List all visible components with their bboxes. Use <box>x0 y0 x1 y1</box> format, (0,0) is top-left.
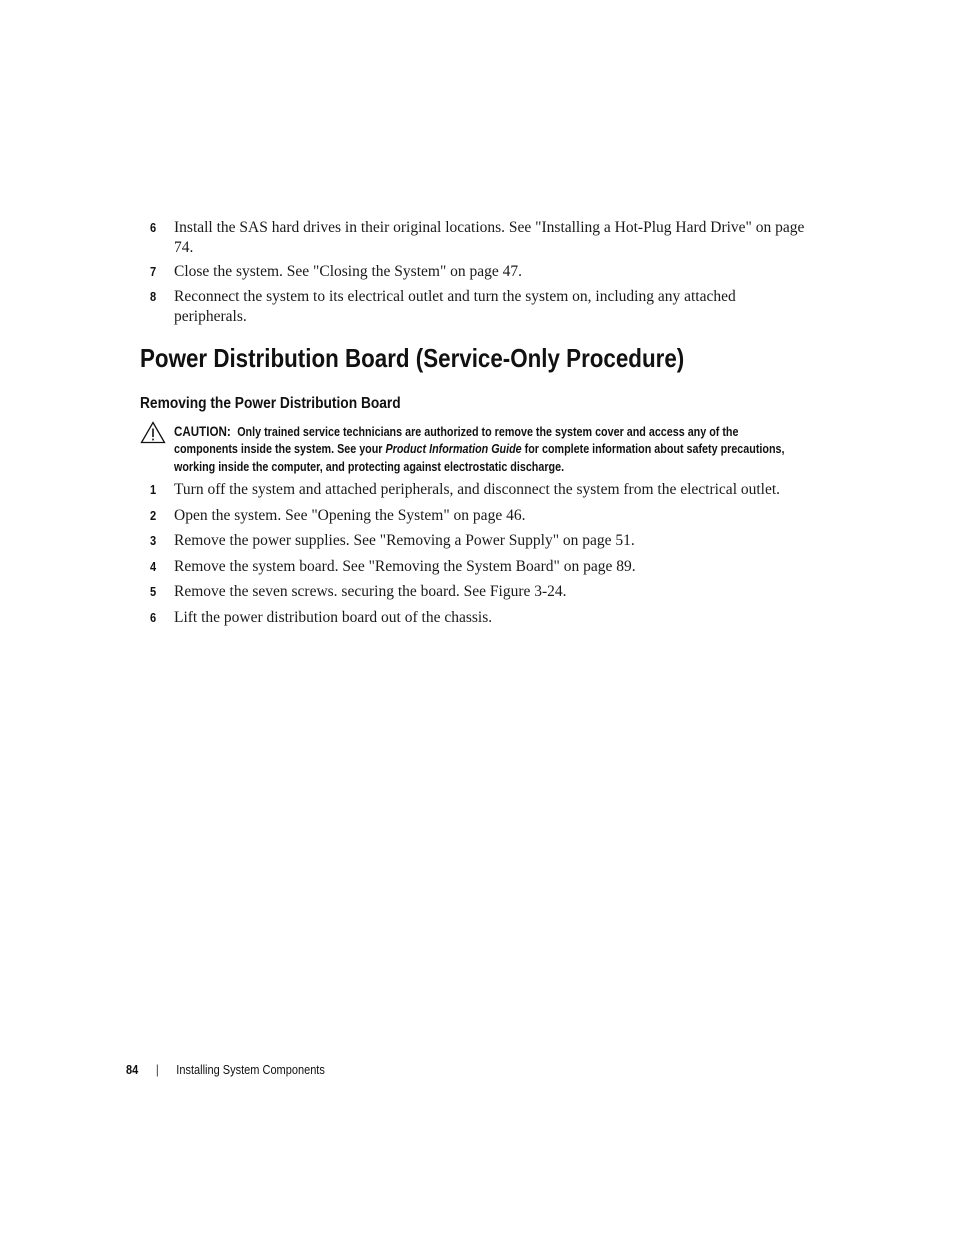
step-text: Remove the power supplies. See "Removing a Power Supply" on page 51. <box>174 532 635 549</box>
caution-text: Only trained service technicians are authorized to remove the system cover and access any of the components inside the system. See your <box>174 425 739 457</box>
removal-steps-list <box>150 480 810 628</box>
step-text: Open the system. See "Opening the System" on page 46. <box>174 506 526 524</box>
step-text: Remove the seven screws. securing the board. See Figure 3-24. <box>174 583 567 600</box>
step-text: Remove the system board. See "Removing the System Board" on page 89. <box>174 557 636 575</box>
step-number: 6 <box>150 220 157 235</box>
list-item <box>150 287 810 326</box>
step-number: 4 <box>150 558 157 574</box>
step-text: Install the SAS hard drives in their original locations. See "Installing a Hot-Plug Hard Drive" on page 74. <box>174 219 805 256</box>
section-heading: Power Distribution Board (Service-Only Procedure) <box>140 343 685 373</box>
list-item <box>150 557 810 577</box>
footer-section-title: Installing System Components <box>176 1063 325 1077</box>
step-number: 6 <box>150 609 157 625</box>
step-text: Close the system. See "Closing the System" on page 47. <box>174 263 523 280</box>
footer-separator: | <box>155 1063 159 1077</box>
subsection-heading: Removing the Power Distribution Board <box>140 395 401 412</box>
list-item <box>150 608 810 628</box>
list-item <box>150 218 810 257</box>
step-number: 2 <box>150 507 157 523</box>
list-item <box>150 582 810 602</box>
list-item <box>150 531 810 551</box>
list-item <box>150 506 810 526</box>
guide-title: Product Information Guide <box>385 442 522 457</box>
caution-label: CAUTION: <box>174 424 231 439</box>
step-text: Reconnect the system to its electrical outlet and turn the system on, including any attached peripherals. <box>174 288 736 325</box>
caution-notice <box>174 423 793 476</box>
step-number: 7 <box>150 264 157 279</box>
step-number: 3 <box>150 533 157 548</box>
previous-steps-list <box>150 218 810 326</box>
page-number: 84 <box>126 1063 139 1077</box>
warning-triangle-icon <box>140 421 166 444</box>
caution-text-continued: for complete information about safety precautions, working inside the computer, and protecting against electrostatic discharge. <box>174 442 785 474</box>
page-footer <box>126 1060 325 1080</box>
step-number: 1 <box>150 482 157 497</box>
list-item <box>150 262 810 282</box>
step-text: Lift the power distribution board out of the chassis. <box>174 608 493 626</box>
step-text: Turn off the system and attached peripherals, and disconnect the system from the electrical outlet. <box>174 481 781 498</box>
list-item <box>150 480 810 500</box>
step-number: 5 <box>150 584 157 599</box>
step-number: 8 <box>150 289 157 304</box>
